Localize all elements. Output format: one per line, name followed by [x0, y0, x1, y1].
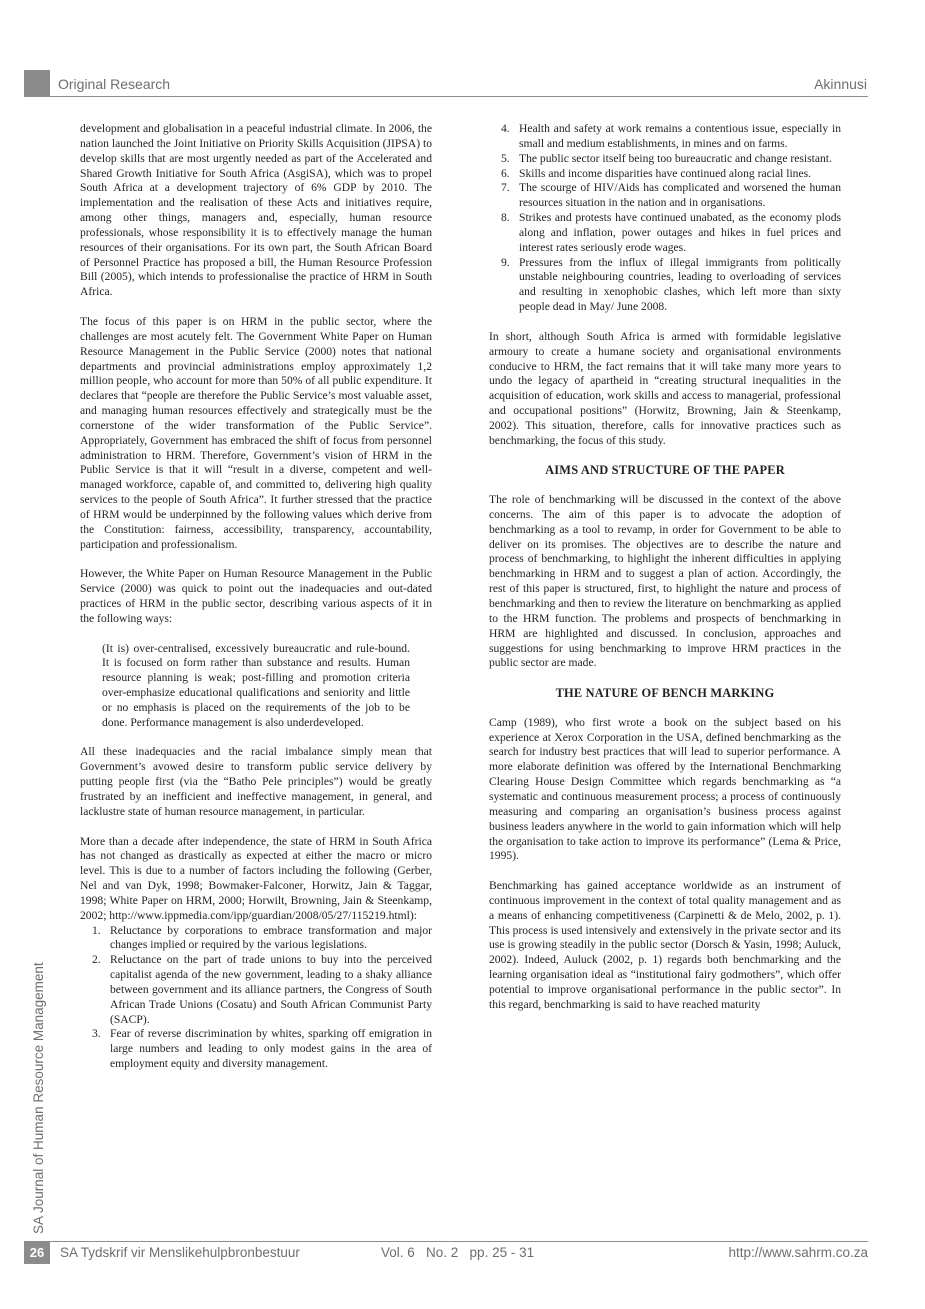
header-rule [24, 96, 868, 97]
footer-rule [24, 1241, 868, 1242]
header-color-block [24, 70, 50, 96]
list-item: 3. Fear of reverse discrimination by whites, sparking off emigration in large numbers and leading to only modest gains in the area of employment equity and diversity management. [92, 1027, 432, 1071]
section-heading-nature: THE NATURE OF BENCH MARKING [555, 686, 775, 701]
list-item: 1. Reluctance by corporations to embrace transformation and major changes implied or required by the various legislations. [92, 923, 432, 952]
right-paragraph-1: In short, although South Africa is armed with formidable legislative armoury to create a humane society and organisational environments conducive to HRM, the fact remains that it will take many more years to undo the legacy of apartheid in “creating structural inequalities in the acquisition of education, work skills and access to managerial, professional and occupational positions” (Horwitz, Browning, Jain & Steenkamp, 2002). This situation, therefore, calls for innovative practices such as benchmarking, the focus of this study. [489, 329, 841, 447]
footer-volume: Vol. 6 No. 2 pp. 25 - 31 [381, 1245, 535, 1260]
list-item: 7. The scourge of HIV/Aids has complicated and worsened the human resources situation in the nation and in organisations. [501, 181, 841, 210]
list-item: 2. Reluctance on the part of trade unions to buy into the perceived capitalist agenda of the new government, leading to a shaky alliance between government and its alliance partners, the Congress of South African Trade Unions (Cosatu) and South African Communist Party (SACP). [92, 953, 432, 1026]
left-column [80, 122, 432, 1087]
left-paragraph-2: The focus of this paper is on HRM in the public sector, where the challenges are most acutely felt. The Government White Paper on Human Resource Management in the Public Service (2000) notes that national departments and provincial administrations employ approximately 1,2 million people, who account for more than 50% of all public expenditure. It declares that “people are therefore the Public Service’s most valuable asset, and managing human resources effectively and strategically must be the cornerstone of the wider transformation of the Public Service”. Appropriately, Government has embraced the shift of focus from personnel administration to HRM. Therefore, Government’s vision of HRM in the Public Service is that it will “result in a diverse, competent and well-managed workforce, capable of, and committed to, delivering high quality services to the people of South Africa”. It further stressed that the practice of HRM would be underpinned by the following values which derive from the Constitution: fairness, accessibility, transparency, accountability, participation and professionalism. [80, 314, 432, 551]
right-column [489, 122, 841, 1013]
left-paragraph-3: However, the White Paper on Human Resource Management in the Public Service (2000) was quick to point out the inadequacies and out-dated practices of HRM in the public sector, describing various aspects of it in the following ways: [80, 567, 432, 625]
footer-url-link[interactable]: http://www.sahrm.co.za [728, 1245, 868, 1260]
block-quote: (It is) over-centralised, excessively bureaucratic and rule-bound. It is focused on form rather than substance and results. Human resource planning is weak; post-filling and promotion criteria over-emphasize educational qualifications and seniority and little or no emphasis is placed on the requirements of the job to be done. Performance management is also underdeveloped. [102, 641, 410, 729]
left-paragraph-4: All these inadequacies and the racial imbalance simply mean that Government’s avowed desire to transform public service delivery by putting people first (via the “Batho Pele principles”) would be greatly frustrated by an inefficient and ineffective management, in general, and lacklustre state of human resource management, in particular. [80, 745, 432, 818]
list-item: 5. The public sector itself being too bureaucratic and change resistant. [501, 151, 832, 165]
factors-list-right [489, 122, 841, 315]
list-item: 6. Skills and income disparities have continued along racial lines. [501, 166, 812, 180]
right-paragraph-2: The role of benchmarking will be discussed in the context of the above concerns. The aim of this paper is to advocate the adoption of benchmarking as a tool to revamp, in order for Government to be able to deliver on its promises. The objectives are to describe the nature and process of benchmarking, to highlight the inherent difficulties in applying benchmarking in HRM and to suggest a plan of action. Accordingly, the rest of this paper is structured, first, to highlight the nature and process of benchmarking and then to review the literature on benchmarking as applied to the HRM function. The problems and prospects of benchmarking in HRM are highlighted and discussed. In conclusion, approaches and suggestions for using benchmarking to improve HRM practices in the public sector are made. [489, 493, 841, 670]
author-label: Akinnusi [814, 76, 867, 92]
left-paragraph-1: development and globalisation in a peaceful industrial climate. In 2006, the nation launched the Joint Initiative on Priority Skills Acquisition (JIPSA) to develop skills that are most urgently needed as part of the Accelerated and Shared Growth Initiative for South Africa (AsgiSA), which was to propel South Africa at a development trajectory of 6% GDP by 2010. The implementation and the realisation of these Acts and initiatives require, among other things, managers and, especially, human resource professionals, whose responsibility it is to effectively manage the human resources of their organisations. For its own part, the South African Board of Personnel Practice has proposed a bill, the Human Resource Profession Bill (2005), which intends to professionalise the practice of HRM in South Africa. [80, 122, 432, 299]
page-number: 26 [24, 1242, 50, 1264]
footer-journal-title: SA Tydskrif vir Menslikehulpbronbestuur [60, 1245, 300, 1260]
section-heading-aims: AIMS AND STRUCTURE OF THE PAPER [545, 463, 785, 478]
list-item: 4. Health and safety at work remains a contentious issue, especially in small and medium establishments, in mines and on farms. [501, 122, 841, 150]
right-paragraph-4: Benchmarking has gained acceptance worldwide as an instrument of continuous improvement in the context of total quality management and as a means of enhancing competitiveness (Carpinetti & de Melo, 2002, p. 1). This process is used intensively and extensively in the private sector and its use is growing steadily in the public sector (Dorsch & Yasin, 1998; Auluck, 2002). Indeed, Auluck (2002, p. 1) regards both benchmarking and the learning organisation ideal as “institutional fairy godmothers”, which offer potential to improve organisational performance in the public sector”. In this regard, benchmarking is said to have reached maturity [489, 879, 841, 1011]
right-paragraph-3: Camp (1989), who first wrote a book on the subject based on his experience at Xerox Corporation in the USA, defined benchmarking as the search for industry best practices that will lead to superior performance. A more elaborate definition was offered by the International Benchmarking Clearing House Design Committee which regards benchmarking as “a systematic and continuous measurement process; a process of continuously measuring and comparing an organisation’s business process against business leaders anywhere in the world to gain information which will help the organisation to take action to improve its performance” (Lema & Price, 1995). [489, 715, 841, 863]
list-item: 9. Pressures from the influx of illegal immigrants from politically unstable neighbouring countries, leading to overloading of services and resulting in xenophobic clashes, which left more than sixty people dead in May/ June 2008. [501, 255, 841, 314]
side-journal-label: SA Journal of Human Resource Management [31, 962, 46, 1234]
section-label: Original Research [58, 76, 171, 92]
list-item: 8. Strikes and protests have continued unabated, as the economy plods along and inflation, power outages and hikes in fuel prices and interest rates seriously erode wages. [501, 211, 841, 254]
factors-list-left [80, 924, 432, 1072]
left-paragraph-5: More than a decade after independence, the state of HRM in South Africa has not changed as drastically as expected at either the macro or micro level. This is due to a number of factors including the following (Gerber, Nel and van Dyk, 1998; Bowmaker-Falconer, Horwitz, Jain & Taggar, 1998; White Paper on HRM, 2000; Horwilt, Browning, Jain & Steenkamp, 2002; http://www.ippmedia.com/ipp/guardian/2008/05/27/115219.html): [80, 834, 432, 922]
